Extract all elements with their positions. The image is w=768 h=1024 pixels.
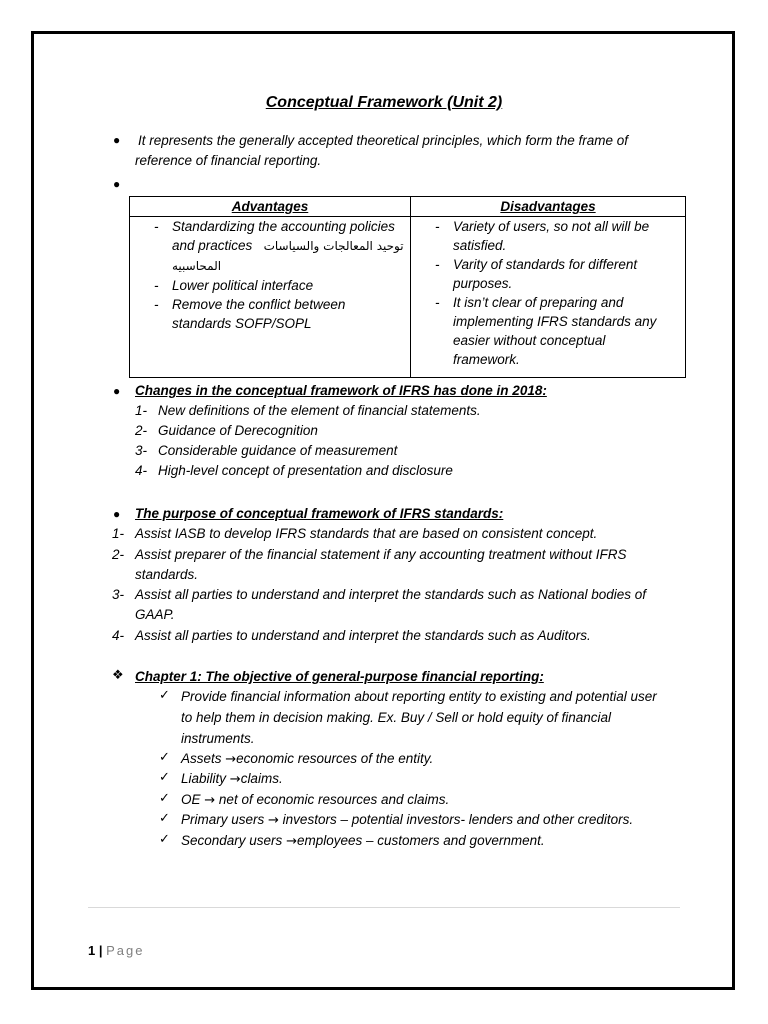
page-label: Page xyxy=(106,943,145,958)
right-arrow-icon: → xyxy=(286,834,297,849)
disadvantage-text: It isn’t clear of preparing and xyxy=(453,295,624,310)
advantages-header: Advantages xyxy=(130,197,411,217)
purpose-text: standards. xyxy=(135,567,199,582)
purpose-heading: The purpose of conceptual framework of IFRS standards: xyxy=(135,506,504,521)
checkmark-icon: ✓ xyxy=(159,811,170,826)
list-item xyxy=(181,749,433,770)
definition-text: claims. xyxy=(240,771,283,786)
disadvantage-text: satisfied. xyxy=(453,238,507,253)
list-item xyxy=(135,461,453,481)
advantage-text: Standardizing the accounting policies xyxy=(172,219,395,234)
chapter1-text: to help them in decision making. Ex. Buy / Sell or hold equity of financial xyxy=(181,710,611,725)
term-text: OE xyxy=(181,792,205,807)
purpose-text: Assist IASB to develop IFRS standards that are based on consistent concept. xyxy=(135,526,598,541)
term-text: Primary users xyxy=(181,812,269,827)
chapter1-text: instruments. xyxy=(181,731,255,746)
purpose-number: 3- xyxy=(112,587,125,602)
term-text: Liability xyxy=(181,771,230,786)
checkmark-icon: ✓ xyxy=(159,791,170,806)
checkmark-icon: ✓ xyxy=(159,770,170,785)
intro-line-1: It represents the generally accepted theoretical principles, which form the frame of xyxy=(138,133,628,148)
right-arrow-icon: → xyxy=(204,793,216,808)
purpose-text: Assist all parties to understand and interpret the standards such as Auditors. xyxy=(135,628,591,643)
page-footer xyxy=(88,943,145,958)
disadvantage-text: purposes. xyxy=(453,276,513,291)
disadvantage-text: implementing IFRS standards any xyxy=(453,314,657,329)
definition-text: net of economic resources and claims. xyxy=(215,792,450,807)
item-number: 3- xyxy=(135,443,148,458)
term-text: Secondary users xyxy=(181,833,287,848)
chapter1-text: Provide financial information about reporting entity to existing and potential user xyxy=(181,689,657,704)
purpose-number: 1- xyxy=(112,526,125,541)
list-item xyxy=(135,421,318,441)
item-number: 4- xyxy=(135,463,148,478)
advantage-text: Lower political interface xyxy=(172,278,314,293)
term-text: Assets xyxy=(181,751,226,766)
advantages-cell xyxy=(130,217,411,378)
changes-heading: Changes in the conceptual framework of IFRS has done in 2018: xyxy=(135,383,547,398)
chapter1-heading: Chapter 1: The objective of general-purpose financial reporting: xyxy=(135,669,544,684)
disadvantage-text: Variety of users, so not all will be xyxy=(453,219,650,234)
purpose-number: 4- xyxy=(112,628,125,643)
list-item: - Lower political interface xyxy=(154,278,314,293)
definition-text: economic resources of the entity. xyxy=(236,751,434,766)
list-item: - It isn’t clear of preparing and implementing IFRS standards any easier without conceptual framework. xyxy=(435,295,657,367)
right-arrow-icon: → xyxy=(229,772,241,787)
list-item: - Variety of users, so not all will be satisfied. xyxy=(435,219,650,253)
purpose-number: 2- xyxy=(112,547,125,562)
purpose-text: Assist all parties to understand and interpret the standards such as National bodies of xyxy=(135,587,647,602)
bullet-icon: ● xyxy=(113,384,121,398)
advantages-table xyxy=(129,196,686,378)
list-item: - Varity of standards for different purposes. xyxy=(435,257,638,291)
page-title: Conceptual Framework (Unit 2) xyxy=(265,94,503,111)
disadvantage-text: framework. xyxy=(453,352,520,367)
item-text: New definitions of the element of financial statements. xyxy=(158,403,481,418)
purpose-text: Assist preparer of the financial statement if any accounting treatment without IFRS xyxy=(135,547,627,562)
intro-line-2: reference of financial reporting. xyxy=(135,153,322,168)
definition-text: employees – customers and government. xyxy=(296,833,545,848)
list-item xyxy=(135,441,398,461)
definition-text: investors – potential investors- lenders and other creditors. xyxy=(278,812,634,827)
checkmark-icon: ✓ xyxy=(159,750,170,765)
arabic-text: توحيد المعالجات والسياسات xyxy=(263,239,404,253)
item-text: Guidance of Derecognition xyxy=(158,423,318,438)
list-item: - Standardizing the accounting policies and practices توحيد المعالجات والسياسات المحاسبيه xyxy=(154,219,404,273)
disadvantage-text: Varity of standards for different xyxy=(453,257,638,272)
list-item xyxy=(135,401,481,421)
checkmark-icon: ✓ xyxy=(159,688,170,703)
item-number: 1- xyxy=(135,403,148,418)
diamond-bullet-icon: ❖ xyxy=(112,668,124,683)
list-item xyxy=(181,769,283,790)
bullet-icon: ● xyxy=(113,177,121,191)
page-separator: | xyxy=(98,943,103,958)
right-arrow-icon: → xyxy=(225,752,237,767)
advantage-text: Remove the conflict between xyxy=(172,297,346,312)
advantage-text: and practices xyxy=(172,238,253,253)
footer-divider xyxy=(88,907,680,908)
purpose-text: GAAP. xyxy=(135,607,175,622)
advantage-text: standards SOFP/SOPL xyxy=(172,316,312,331)
item-text: High-level concept of presentation and disclosure xyxy=(158,463,453,478)
bullet-icon: ● xyxy=(113,507,121,521)
item-number: 2- xyxy=(135,423,148,438)
disadvantages-cell xyxy=(411,217,686,378)
list-item xyxy=(181,831,545,852)
item-text: Considerable guidance of measurement xyxy=(158,443,398,458)
arabic-text: المحاسبيه xyxy=(172,259,222,273)
bullet-icon: ● xyxy=(113,133,121,147)
disadvantage-text: easier without conceptual xyxy=(453,333,606,348)
list-item: - Remove the conflict between standards SOFP/SOPL xyxy=(154,297,346,331)
right-arrow-icon: → xyxy=(268,813,279,828)
list-item xyxy=(181,810,633,831)
disadvantages-header: Disadvantages xyxy=(411,197,686,217)
page-number: 1 xyxy=(88,943,96,958)
checkmark-icon: ✓ xyxy=(159,832,170,847)
list-item xyxy=(181,790,449,811)
